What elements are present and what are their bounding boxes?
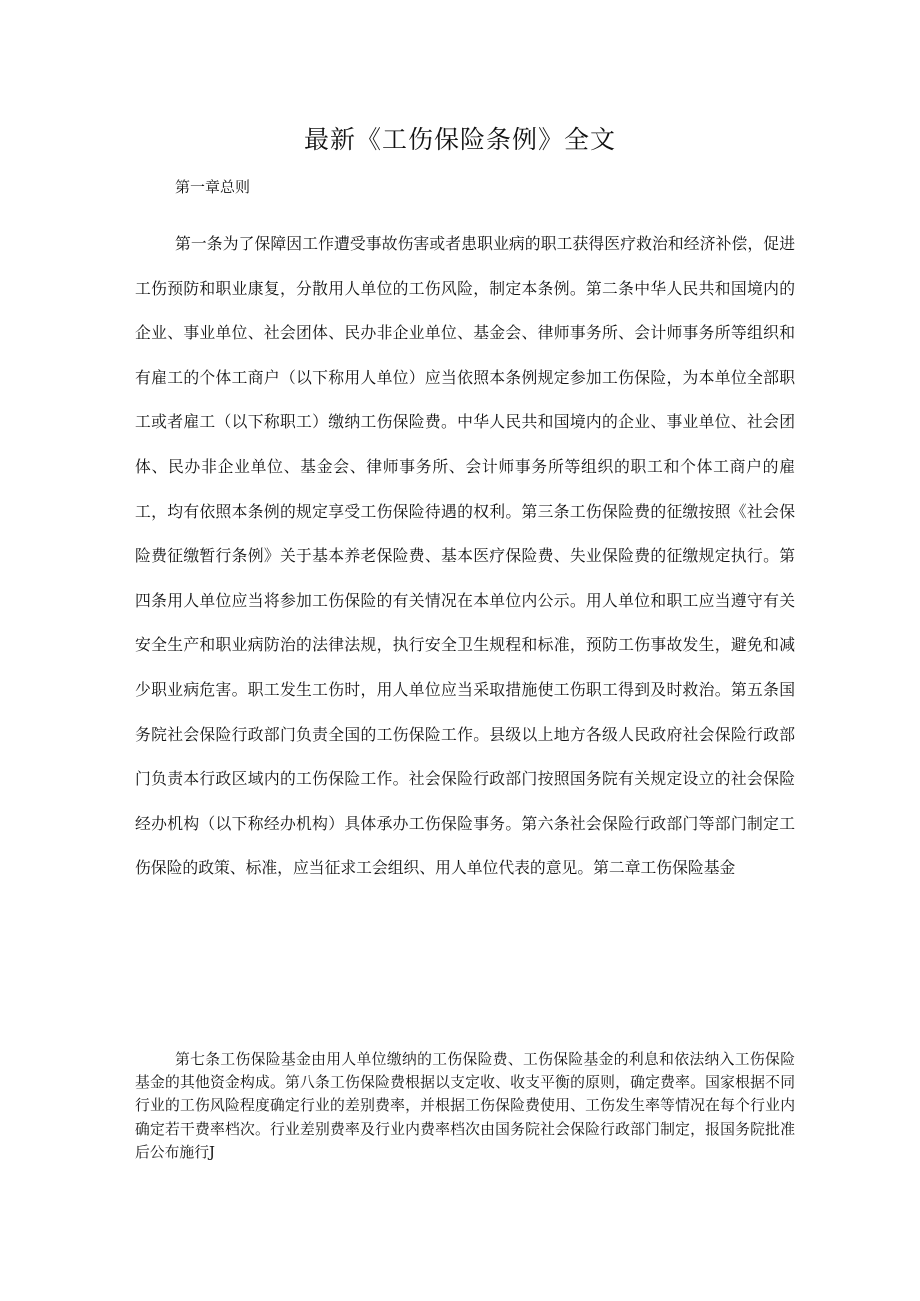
- document-title: 最新《工伤保险条例》全文: [303, 125, 616, 154]
- body-paragraph-2: 第七条工伤保险基金由用人单位缴纳的工伤保险费、工伤保险基金的利息和依法纳入工伤保险基金的其他资金构成。第八条工伤保险费根据以支定收、收支平衡的原则，确定费率。国家根据不同行业的工伤风险程度确定行业的差别费率，并根据工伤保险费使用、工伤发生率等情况在每个行业内确定若干费率档次。行业差别费率及行业内费率档次由国务院社会保险行政部门制定，报国务院批准后公布施行J: [135, 1051, 795, 1161]
- body-paragraph-1: 第一条为了保障因工作遭受事故伤害或者患职业病的职工获得医疗救治和经济补偿，促进工伤预防和职业康复，分散用人单位的工伤风险，制定本条例。第二条中华人民共和国境内的企业、事业单位、社会团体、民办非企业单位、基金会、律师事务所、会计师事务所等组织和有雇工的个体工商户（以下称用人单位）应当依照本条例规定参加工伤保险，为本单位全部职工或者雇工（以下称职工）缴纳工伤保险费。中华人民共和国境内的企业、事业单位、社会团体、民办非企业单位、基金会、律师事务所、会计师事务所等组织的职工和个体工商户的雇工，均有依照本条例的规定享受工伤保险待遇的权利。第三条工伤保险费的征缴按照《社会保险费征缴暂行条例》关于基本养老保险费、基本医疗保险费、失业保险费的征缴规定执行。第四条用人单位应当将参加工伤保险的有关情况在本单位内公示。用人单位和职工应当遵守有关安全生产和职业病防治的法律法规，执行安全卫生规程和标准，预防工伤事故发生，避免和减少职业病危害。职工发生工伤时，用人单位应当采取措施使工伤职工得到及时救治。第五条国务院社会保险行政部门负责全国的工伤保险工作。县级以上地方各级人民政府社会保险行政部门负责本行政区域内的工伤保险工作。社会保险行政部门按照国务院有关规定设立的社会保险经办机构（以下称经办机构）具体承办工伤保险事务。第六条社会保险行政部门等部门制定工伤保险的政策、标准，应当征求工会组织、用人单位代表的意见。第二章工伤保险基金: [135, 234, 795, 878]
- chapter-heading: 第一章总则: [175, 178, 251, 196]
